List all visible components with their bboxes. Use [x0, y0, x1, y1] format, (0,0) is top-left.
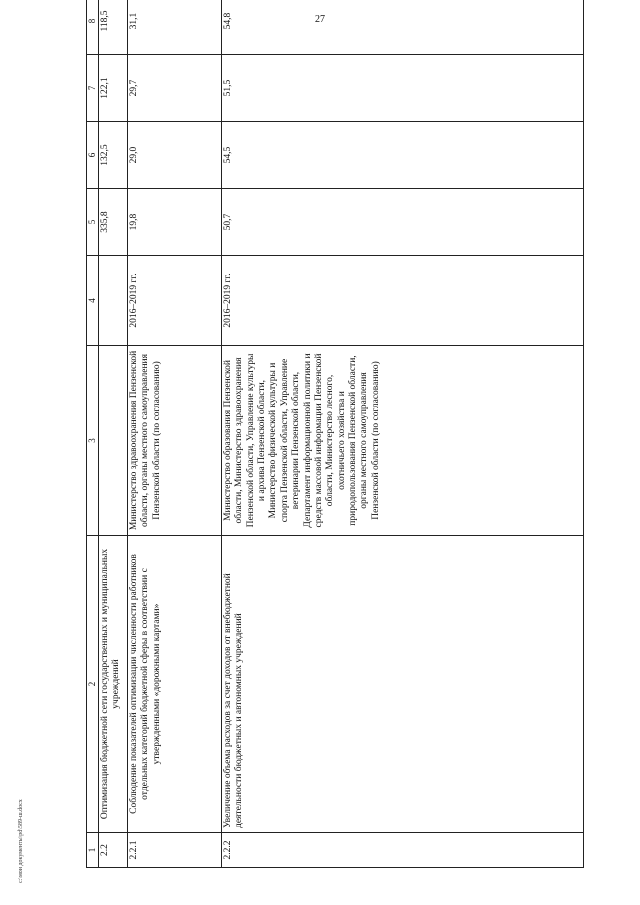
row-number: 2.2	[98, 833, 127, 868]
period-text	[98, 256, 127, 346]
measures-table	[86, 0, 584, 868]
value-col6: 29,0	[127, 122, 221, 189]
measure-text: Оптимизация бюджетной сети государственных и муниципальных учреждений	[98, 536, 127, 833]
value-col7: 51,5	[221, 55, 583, 122]
value-col8: 54,8	[221, 0, 583, 55]
header-cell: 4	[87, 256, 99, 346]
header-cell: 7	[87, 55, 99, 122]
table-row	[127, 0, 221, 868]
value-col6: 132,5	[98, 122, 127, 189]
value-col5: 19,8	[127, 189, 221, 256]
value-col8: 118,5	[98, 0, 127, 55]
header-cell: 3	[87, 346, 99, 536]
table-row	[221, 0, 583, 868]
value-col6: 54,5	[221, 122, 583, 189]
page-number: 27	[315, 14, 325, 25]
value-col7: 29,7	[127, 55, 221, 122]
period-text: 2016–2019 гг.	[127, 256, 221, 346]
measure-text: Соблюдение показателей оптимизации численности работников отдельных категорий бюджетной сферы в соответствии с утвержденными «дорожными картами»	[127, 536, 221, 833]
value-col5: 335,8	[98, 189, 127, 256]
row-number: 2.2.1	[127, 833, 221, 868]
period-text: 2016–2019 гг.	[221, 256, 583, 346]
header-cell: 1	[87, 833, 99, 868]
value-col8: 31,1	[127, 0, 221, 55]
executor-text: Министерство образования Пензенской области, Министерство здравоохранения Пензенской области, Управление культуры и архива Пензенской области, Министерство физической культуры и спорта Пензенской области, Управление ветеринарии Пензенской области, Департамент информационной политики и средств массовой информации Пензенской области, Министерство лесного, охотничьего хозяйства и природопользования Пензенской области, органы местного самоуправления Пензенской области (по согласованию)	[221, 346, 583, 536]
executor-text: Министерство здравоохранения Пензенской области, органы местного самоуправления Пензенской области (по согласованию)	[127, 346, 221, 536]
table-row	[98, 0, 127, 868]
value-col7: 122,1	[98, 55, 127, 122]
executor-text	[98, 346, 127, 536]
table-header-row	[87, 0, 99, 868]
value-col5: 50,7	[221, 189, 583, 256]
row-number: 2.2.2	[221, 833, 583, 868]
footer-file-path: c:\мои документы\pd\589-ш.docx	[18, 799, 24, 883]
header-cell: 6	[87, 122, 99, 189]
header-cell: 8	[87, 0, 99, 55]
header-cell: 2	[87, 536, 99, 833]
measure-text: Увеличение объема расходов за счет доходов от внебюджетной деятельности бюджетных и автономных учреждений	[221, 536, 583, 833]
header-cell: 5	[87, 189, 99, 256]
